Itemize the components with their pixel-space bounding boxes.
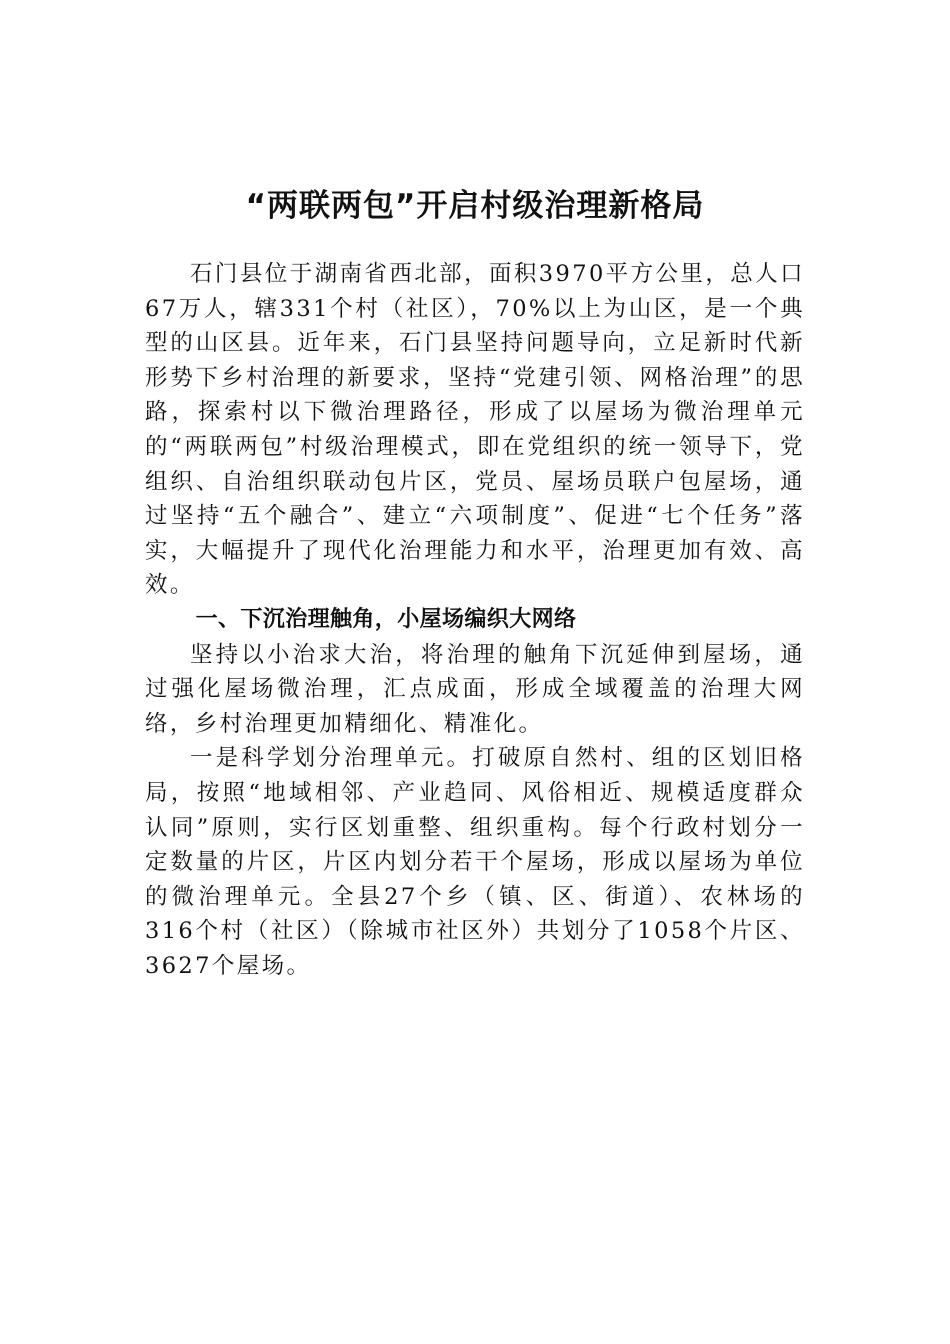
intro-paragraph: 石门县位于湖南省西北部，面积3970平方公里，总人口67万人，辖331个村（社区），70%以上为山区，是一个典型的山区县。近年来，石门县坚持问题导向，立足新时代新形势下乡村治理的新要求，坚持“党建引领、网格治理”的思路，探索村以下微治理路径，形成了以屋场为微治理单元的“两联两包”村级治理模式，即在党组织的统一领导下，党组织、自治组织联动包片区，党员、屋场员联户包屋场，通过坚持“五个融合”、建立“六项制度”、促进“七个任务”落实，大幅提升了现代化治理能力和水平，治理更加有效、高效。 bbox=[145, 261, 805, 599]
document-body bbox=[145, 257, 805, 983]
section-paragraph: 一是科学划分治理单元。打破原自然村、组的区划旧格局，按照“地域相邻、产业趋同、风俗相近、规模适度群众认同”原则，实行区划重整、组织重构。每个行政村划分一定数量的片区，片区内划分若干个屋场，形成以屋场为单位的微治理单元。全县27个乡（镇、区、街道）、农林场的316个村（社区）（除城市社区外）共划分了1058个片区、3627个屋场。 bbox=[145, 745, 805, 979]
section-heading: 一、下沉治理触角，小屋场编织大网络 bbox=[195, 606, 577, 632]
document-title: “两联两包”开启村级治理新格局 bbox=[245, 187, 705, 224]
section-paragraph: 坚持以小治求大治，将治理的触角下沉延伸到屋场，通过强化屋场微治理，汇点成面，形成全域覆盖的治理大网络，乡村治理更加精细化、精准化。 bbox=[145, 641, 805, 737]
